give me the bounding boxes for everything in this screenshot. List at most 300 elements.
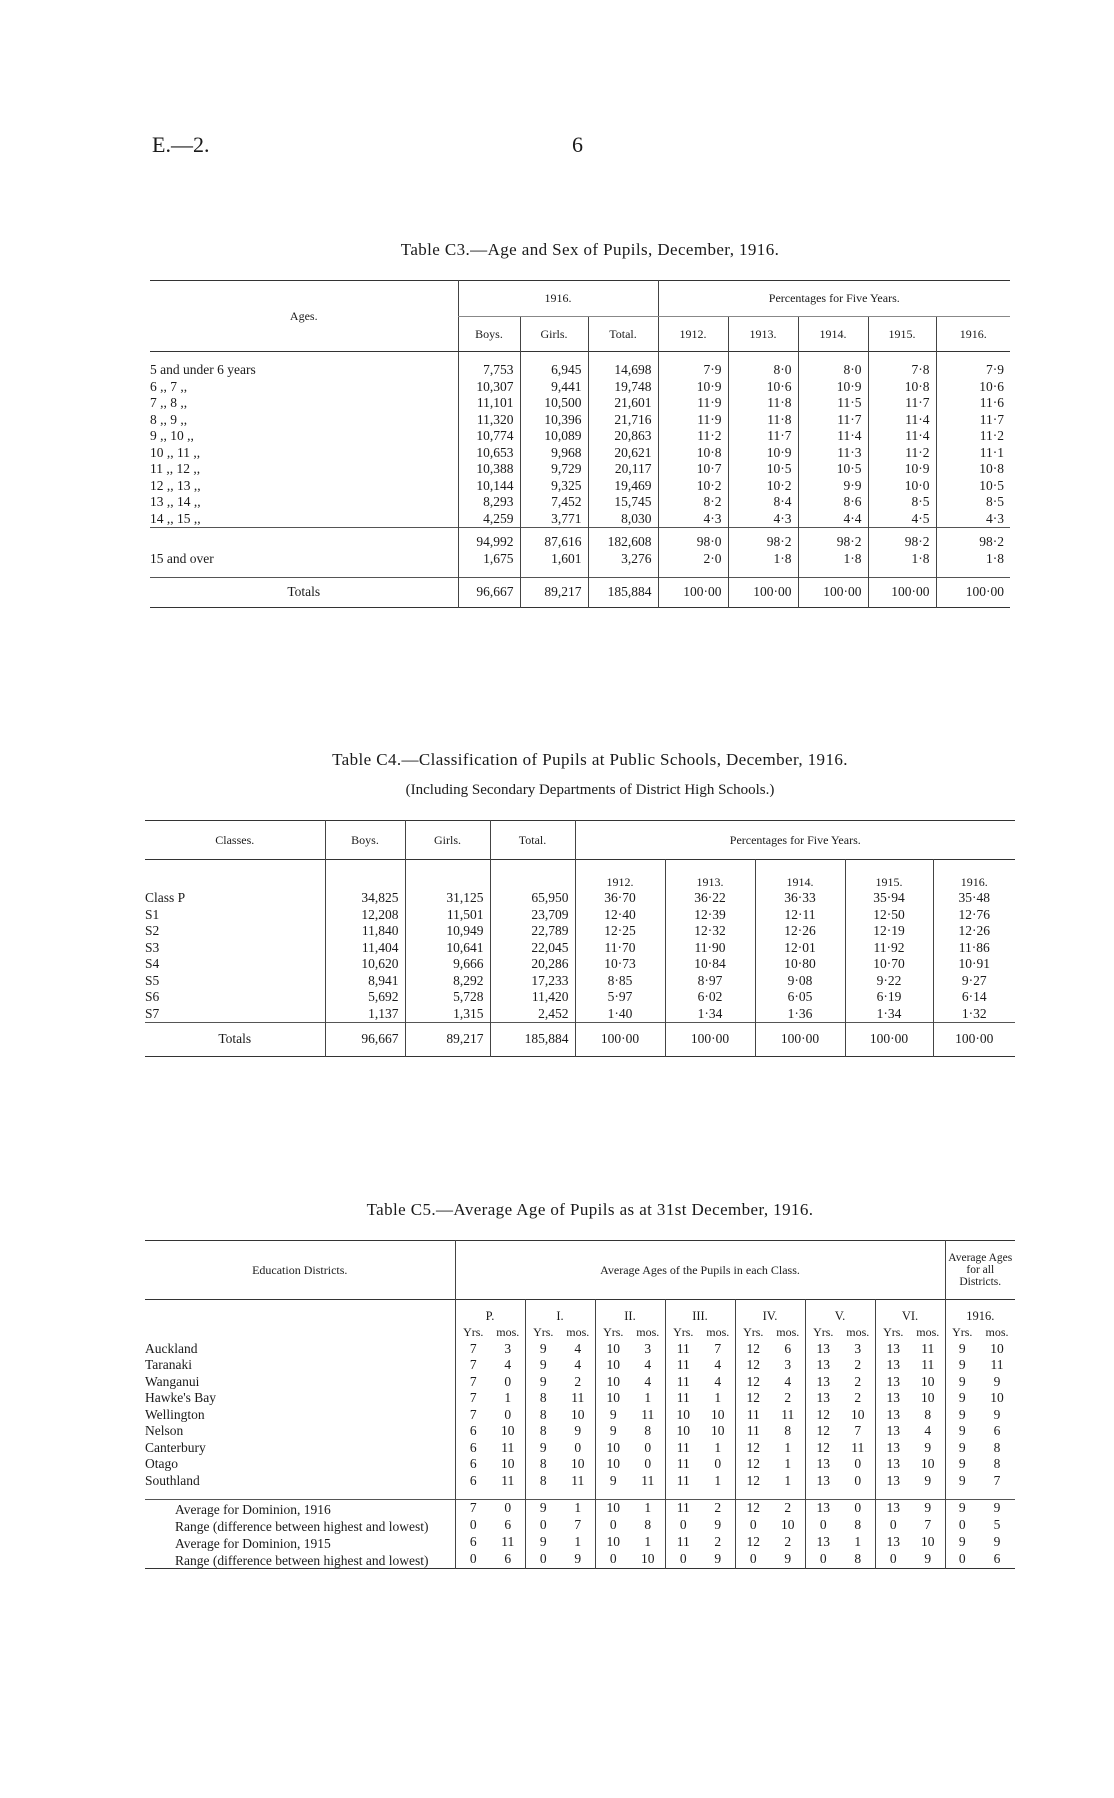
table-cell: 87,616 bbox=[520, 528, 588, 551]
table-cell: 10,144 bbox=[458, 478, 520, 495]
table-cell: 10 bbox=[595, 1374, 631, 1391]
table-cell: 12·32 bbox=[665, 923, 755, 940]
spacer-cell bbox=[588, 567, 658, 578]
table-cell: 11 bbox=[665, 1456, 701, 1473]
row-label: S2 bbox=[145, 923, 160, 938]
table-cell: 9 bbox=[525, 1440, 561, 1457]
c3-subhead: 1916. bbox=[936, 316, 1010, 352]
table-cell: 12 bbox=[735, 1534, 771, 1551]
table-cell: 11 bbox=[641, 1406, 655, 1422]
table-cell: 13 bbox=[875, 1390, 911, 1407]
table-cell: 10·70 bbox=[845, 956, 933, 973]
table-cell: 22,789 bbox=[490, 923, 575, 940]
table-cell: 0 bbox=[714, 1456, 722, 1471]
table-cell: 65,950 bbox=[490, 890, 575, 907]
row-label: 14 ,, 15 ,, bbox=[150, 510, 201, 526]
table-cell: 4 bbox=[644, 1357, 652, 1372]
table-cell: 11 bbox=[665, 1500, 701, 1518]
table-cell: 10·84 bbox=[665, 956, 755, 973]
table-cell: 9 bbox=[525, 1534, 561, 1551]
summary-row bbox=[145, 1534, 1015, 1551]
table-cell: 4·5 bbox=[868, 511, 936, 528]
table-cell: 8,941 bbox=[325, 973, 405, 990]
row-label: 8 ,, 9 ,, bbox=[150, 411, 188, 427]
table-cell: 9 bbox=[945, 1534, 979, 1551]
table-cell: 94,992 bbox=[458, 528, 520, 551]
table-cell: 8,292 bbox=[405, 973, 490, 990]
table-cell: 9 bbox=[945, 1357, 979, 1374]
spacer-cell bbox=[145, 860, 325, 891]
spacer-cell bbox=[735, 1489, 771, 1500]
table-cell: 11·9 bbox=[658, 395, 728, 412]
table-cell: 13 bbox=[875, 1456, 911, 1473]
table-cell: 1 bbox=[854, 1534, 862, 1549]
table-cell: 17,233 bbox=[490, 973, 575, 990]
table-cell: 12 bbox=[805, 1440, 841, 1457]
table-cell: 1 bbox=[714, 1390, 722, 1405]
table-cell: 8,293 bbox=[458, 494, 520, 511]
table-cell: 11 bbox=[665, 1390, 701, 1407]
table-row bbox=[150, 511, 1010, 528]
table-cell: 9 bbox=[945, 1341, 979, 1358]
table-cell: 1,675 bbox=[458, 551, 520, 568]
c3-head-ages: Ages. bbox=[150, 281, 458, 352]
table-cell: 8 bbox=[644, 1423, 652, 1438]
table-cell: 15,745 bbox=[588, 494, 658, 511]
table-cell: 12·39 bbox=[665, 907, 755, 924]
table-cell: 8·5 bbox=[868, 494, 936, 511]
table-cell: 12·19 bbox=[845, 923, 933, 940]
row-label: Range (difference between highest and lowest) bbox=[175, 1519, 429, 1534]
table-cell: 7 bbox=[455, 1341, 491, 1358]
c4-year-head: 1915. bbox=[845, 860, 933, 891]
c4-body bbox=[145, 890, 1015, 1056]
unit-years: Yrs. bbox=[875, 1324, 911, 1341]
table-cell: 13 bbox=[805, 1456, 841, 1473]
table-cell: 11 bbox=[851, 1439, 865, 1455]
table-cell: 0 bbox=[595, 1517, 631, 1534]
row-label: Nelson bbox=[145, 1423, 184, 1438]
spacer-cell bbox=[728, 352, 798, 363]
table-cell: 9,729 bbox=[520, 461, 588, 478]
table-cell: 11·7 bbox=[936, 412, 1010, 429]
table-cell: 89,217 bbox=[520, 578, 588, 608]
table-cell: 8 bbox=[644, 1517, 652, 1532]
table-row bbox=[145, 1456, 1015, 1473]
table-cell: 3 bbox=[504, 1340, 512, 1356]
table-row bbox=[150, 494, 1010, 511]
table-cell: 1 bbox=[784, 1439, 792, 1455]
c5-class-head: V. bbox=[805, 1300, 875, 1325]
table-cell: 10 bbox=[665, 1407, 701, 1424]
table-cell: 8·4 bbox=[728, 494, 798, 511]
unit-months: mos. bbox=[985, 1325, 1009, 1339]
table-cell: 13 bbox=[875, 1500, 911, 1518]
spacer-cell bbox=[458, 567, 520, 578]
c4-year-head: 1916. bbox=[933, 860, 1015, 891]
table-cell: 12·25 bbox=[575, 923, 665, 940]
spacer-cell bbox=[875, 1489, 911, 1500]
table-cell: 11 bbox=[665, 1440, 701, 1457]
c5-class-head: VI. bbox=[875, 1300, 945, 1325]
spacer-cell bbox=[771, 1489, 805, 1500]
table-cell: 6,945 bbox=[520, 362, 588, 379]
row-label: Range (difference between highest and lowest) bbox=[175, 1553, 429, 1568]
table-cell: 12 bbox=[735, 1440, 771, 1457]
table-cell: 100·00 bbox=[658, 578, 728, 608]
table-cell: 11·3 bbox=[798, 445, 868, 462]
table-c3 bbox=[150, 280, 1010, 608]
table-cell: 98·0 bbox=[658, 528, 728, 551]
table-cell: 11·92 bbox=[845, 940, 933, 957]
table-cell: 1,137 bbox=[325, 1006, 405, 1023]
c5-class-head: P. bbox=[455, 1300, 525, 1325]
table-cell: 12 bbox=[735, 1390, 771, 1407]
table-cell: 9 bbox=[924, 1500, 932, 1515]
spacer-cell bbox=[868, 352, 936, 363]
row-label: Hawke's Bay bbox=[145, 1390, 217, 1405]
table-cell: 10,653 bbox=[458, 445, 520, 462]
table-cell: 0 bbox=[945, 1517, 979, 1534]
table-cell: 11 bbox=[501, 1534, 515, 1549]
spacer-cell bbox=[665, 1489, 701, 1500]
table-cell: 9 bbox=[993, 1406, 1001, 1422]
summary-row bbox=[145, 1500, 1015, 1518]
table-cell: 11·5 bbox=[798, 395, 868, 412]
table-cell: 11·2 bbox=[658, 428, 728, 445]
table-cell: 7 bbox=[455, 1374, 491, 1391]
table-cell: 1,601 bbox=[520, 551, 588, 568]
table-cell: 12·01 bbox=[755, 940, 845, 957]
table-cell: 11·7 bbox=[868, 395, 936, 412]
table-cell: 0 bbox=[875, 1517, 911, 1534]
spacer-cell bbox=[520, 567, 588, 578]
table-cell: 11·9 bbox=[658, 412, 728, 429]
table-cell: 6 bbox=[504, 1517, 512, 1532]
row-label: Southland bbox=[145, 1472, 200, 1488]
table-cell: 13 bbox=[875, 1423, 911, 1440]
table-cell: 98·2 bbox=[868, 528, 936, 551]
table-cell: 100·00 bbox=[933, 1023, 1015, 1057]
table-cell: 12 bbox=[735, 1456, 771, 1473]
table-cell: 10,949 bbox=[405, 923, 490, 940]
table-cell: 0 bbox=[805, 1551, 841, 1569]
table-cell: 2,452 bbox=[490, 1006, 575, 1023]
table-cell: 7 bbox=[455, 1357, 491, 1374]
table-cell: 4 bbox=[784, 1373, 792, 1389]
table-cell: 10 bbox=[501, 1456, 515, 1471]
spacer-cell bbox=[595, 1489, 631, 1500]
table-cell: 12·26 bbox=[933, 923, 1015, 940]
spacer-row bbox=[150, 567, 1010, 578]
table-row bbox=[145, 973, 1015, 990]
table-cell: 4 bbox=[574, 1340, 582, 1356]
row-label: 6 ,, 7 ,, bbox=[150, 378, 188, 394]
table-row bbox=[150, 362, 1010, 379]
table-cell: 8·2 bbox=[658, 494, 728, 511]
table-cell: 7 bbox=[455, 1390, 491, 1407]
table-cell: 1·36 bbox=[755, 1006, 845, 1023]
unit-years: Yrs. bbox=[455, 1324, 491, 1341]
table-cell: 10 bbox=[990, 1390, 1004, 1405]
table-cell: 10 bbox=[571, 1406, 585, 1422]
spacer-cell bbox=[145, 1489, 455, 1500]
table-cell: 9 bbox=[945, 1500, 979, 1518]
table-cell: 12 bbox=[735, 1374, 771, 1391]
row-label: 5 and under 6 years bbox=[150, 362, 256, 377]
table-cell: 6·02 bbox=[665, 989, 755, 1006]
table-cell: 0 bbox=[735, 1551, 771, 1569]
table-row bbox=[150, 395, 1010, 412]
table-cell: 10 bbox=[921, 1456, 935, 1471]
table-cell: 0 bbox=[945, 1551, 979, 1569]
table-cell: 11 bbox=[665, 1341, 701, 1358]
table-cell: 10·7 bbox=[658, 461, 728, 478]
page-number: 6 bbox=[572, 132, 583, 157]
table-cell: 11 bbox=[990, 1357, 1004, 1372]
table-row bbox=[145, 923, 1015, 940]
unit-months: mos. bbox=[496, 1325, 520, 1339]
table-cell: 7 bbox=[924, 1517, 932, 1532]
subtotal-row bbox=[150, 528, 1010, 551]
table-cell: 5,728 bbox=[405, 989, 490, 1006]
table-row bbox=[150, 478, 1010, 495]
table-cell: 10·91 bbox=[933, 956, 1015, 973]
table-cell: 9 bbox=[924, 1551, 932, 1566]
table-cell: 19,748 bbox=[588, 379, 658, 396]
table-cell: 11 bbox=[571, 1390, 585, 1405]
table-cell: 2 bbox=[784, 1500, 792, 1515]
table-cell: 9 bbox=[525, 1500, 561, 1518]
table-cell: 11 bbox=[665, 1357, 701, 1374]
spacer-cell bbox=[945, 1489, 979, 1500]
table-cell: 1·32 bbox=[933, 1006, 1015, 1023]
table-cell: 21,716 bbox=[588, 412, 658, 429]
table-cell: 10·2 bbox=[658, 478, 728, 495]
table-cell: 7·9 bbox=[936, 362, 1010, 379]
table-cell: 0 bbox=[665, 1517, 701, 1534]
table-cell: 4 bbox=[714, 1357, 722, 1372]
table-cell: 9 bbox=[945, 1374, 979, 1391]
table-cell: 96,667 bbox=[325, 1023, 405, 1057]
spacer-cell bbox=[145, 1300, 455, 1325]
table-cell: 0 bbox=[504, 1373, 512, 1389]
table-cell: 10 bbox=[595, 1534, 631, 1551]
table-cell: 10·5 bbox=[936, 478, 1010, 495]
c5-class-head: III. bbox=[665, 1300, 735, 1325]
table-cell: 9 bbox=[574, 1551, 582, 1566]
table-cell: 8 bbox=[525, 1473, 561, 1490]
table-cell: 10·80 bbox=[755, 956, 845, 973]
spacer-cell bbox=[841, 1489, 875, 1500]
table-cell: 8 bbox=[784, 1423, 792, 1438]
table-cell: 100·00 bbox=[728, 578, 798, 608]
table-row bbox=[150, 551, 1010, 568]
c5-class-head: IV. bbox=[735, 1300, 805, 1325]
table-cell: 10 bbox=[711, 1406, 725, 1422]
table-cell: 0 bbox=[644, 1439, 652, 1455]
table-row bbox=[145, 1374, 1015, 1391]
unit-months: mos. bbox=[776, 1325, 800, 1339]
spacer-cell bbox=[936, 567, 1010, 578]
table-cell: 1·40 bbox=[575, 1006, 665, 1023]
table-cell: 2 bbox=[714, 1500, 722, 1515]
table-cell: 0 bbox=[574, 1439, 582, 1455]
table-row bbox=[145, 1390, 1015, 1407]
table-row bbox=[150, 445, 1010, 462]
table-cell: 11·2 bbox=[868, 445, 936, 462]
table-cell: 35·94 bbox=[845, 890, 933, 907]
table-cell: 13 bbox=[875, 1534, 911, 1551]
table-cell: 13 bbox=[875, 1407, 911, 1424]
totals-row bbox=[145, 1023, 1015, 1057]
row-label bbox=[150, 528, 458, 551]
table-cell: 4 bbox=[504, 1357, 512, 1372]
spacer-cell bbox=[798, 567, 868, 578]
table-cell: 1,315 bbox=[405, 1006, 490, 1023]
table-row bbox=[145, 1473, 1015, 1490]
table-cell: 10·2 bbox=[728, 478, 798, 495]
table-cell: 11·70 bbox=[575, 940, 665, 957]
table-row bbox=[150, 412, 1010, 429]
c4-year-head: 1913. bbox=[665, 860, 755, 891]
spacer-cell bbox=[868, 567, 936, 578]
table-cell: 185,884 bbox=[490, 1023, 575, 1057]
table-cell: 0 bbox=[854, 1456, 862, 1471]
table-cell: 11·7 bbox=[728, 428, 798, 445]
table-cell: 2 bbox=[854, 1390, 862, 1405]
table-cell: 20,863 bbox=[588, 428, 658, 445]
table-cell: 11·2 bbox=[936, 428, 1010, 445]
table-cell: 9·22 bbox=[845, 973, 933, 990]
table-cell: 2·0 bbox=[658, 551, 728, 568]
table-cell: 0 bbox=[644, 1456, 652, 1471]
table-cell: 8 bbox=[525, 1390, 561, 1407]
c3-subhead: 1912. bbox=[658, 316, 728, 352]
table-cell: 6 bbox=[993, 1551, 1001, 1566]
table-cell: 34,825 bbox=[325, 890, 405, 907]
spacer-cell bbox=[701, 1489, 735, 1500]
table-cell: 35·48 bbox=[933, 890, 1015, 907]
spacer-cell bbox=[911, 1489, 945, 1500]
row-label: Wanganui bbox=[145, 1373, 200, 1389]
table-cell: 11,420 bbox=[490, 989, 575, 1006]
table-cell: 10,396 bbox=[520, 412, 588, 429]
table-cell: 31,125 bbox=[405, 890, 490, 907]
table-cell: 9 bbox=[784, 1551, 792, 1566]
row-label: 11 ,, 12 ,, bbox=[150, 461, 201, 476]
table-cell: 9 bbox=[574, 1423, 582, 1438]
table-cell: 4,259 bbox=[458, 511, 520, 528]
table-cell: 10,388 bbox=[458, 461, 520, 478]
row-label: Auckland bbox=[145, 1340, 198, 1356]
table-cell: 2 bbox=[854, 1373, 862, 1389]
table-row bbox=[145, 907, 1015, 924]
table-cell: 13 bbox=[875, 1440, 911, 1457]
table-cell: 9 bbox=[945, 1440, 979, 1457]
table-cell: 0 bbox=[735, 1517, 771, 1534]
table-cell: 10 bbox=[781, 1517, 795, 1532]
row-label: Wellington bbox=[145, 1406, 205, 1422]
c5-classes-row bbox=[145, 1300, 1015, 1325]
table-cell: 4·3 bbox=[936, 511, 1010, 528]
table-cell: 8 bbox=[854, 1517, 862, 1532]
table-cell: 11 bbox=[641, 1472, 655, 1488]
c3-subhead: 1913. bbox=[728, 316, 798, 352]
row-label: 10 ,, 11 ,, bbox=[150, 444, 201, 460]
table-cell: 8·0 bbox=[798, 362, 868, 379]
table-cell: 11 bbox=[501, 1439, 515, 1455]
row-label: 7 ,, 8 ,, bbox=[150, 395, 188, 410]
table-cell: 22,045 bbox=[490, 940, 575, 957]
table-cell: 6·14 bbox=[933, 989, 1015, 1006]
table-cell: 98·2 bbox=[798, 528, 868, 551]
table-cell: 100·00 bbox=[798, 578, 868, 608]
table-cell: 13 bbox=[805, 1473, 841, 1490]
table-cell: 10,307 bbox=[458, 379, 520, 396]
table-cell: 36·70 bbox=[575, 890, 665, 907]
table-cell: 11,404 bbox=[325, 940, 405, 957]
c5-class-head: I. bbox=[525, 1300, 595, 1325]
table-cell: 14,698 bbox=[588, 362, 658, 379]
table-cell: 13 bbox=[805, 1357, 841, 1374]
table-cell: 36·22 bbox=[665, 890, 755, 907]
table-cell: 0 bbox=[525, 1551, 561, 1569]
table-cell: 6 bbox=[504, 1551, 512, 1566]
table-row bbox=[150, 461, 1010, 478]
table-cell: 12·40 bbox=[575, 907, 665, 924]
table-cell: 9·9 bbox=[798, 478, 868, 495]
spacer-cell bbox=[458, 352, 520, 363]
table-cell: 0 bbox=[504, 1500, 512, 1515]
row-label: 15 and over bbox=[150, 550, 214, 566]
table-cell: 1·8 bbox=[868, 551, 936, 568]
table-cell: 6 bbox=[455, 1534, 491, 1551]
row-label: Canterbury bbox=[145, 1439, 206, 1455]
table-row bbox=[150, 428, 1010, 445]
table-cell: 8·85 bbox=[575, 973, 665, 990]
table-cell: 185,884 bbox=[588, 578, 658, 608]
spacer-cell bbox=[405, 860, 490, 891]
table-cell: 1 bbox=[784, 1456, 792, 1471]
table-cell: 9 bbox=[595, 1423, 631, 1440]
table-cell: 1 bbox=[784, 1472, 792, 1488]
row-label: Otago bbox=[145, 1456, 178, 1471]
table-cell: 23,709 bbox=[490, 907, 575, 924]
table-cell: 6 bbox=[993, 1423, 1001, 1438]
table-cell: 11 bbox=[921, 1340, 935, 1356]
spacer-cell bbox=[728, 567, 798, 578]
table-cell: 10·8 bbox=[658, 445, 728, 462]
row-label: Totals bbox=[287, 584, 321, 599]
table-cell: 8 bbox=[525, 1456, 561, 1473]
table-cell: 12 bbox=[735, 1500, 771, 1518]
row-label: S6 bbox=[145, 989, 160, 1004]
table-cell: 9 bbox=[993, 1373, 1001, 1389]
c5-class-head: 1916. bbox=[945, 1300, 1015, 1325]
table-cell: 11·8 bbox=[728, 412, 798, 429]
c5-units-row bbox=[145, 1324, 1015, 1341]
table-cell: 1 bbox=[644, 1534, 652, 1549]
c4-year-head: 1912. bbox=[575, 860, 665, 891]
row-label: Class P bbox=[145, 890, 186, 905]
table-cell: 12·76 bbox=[933, 907, 1015, 924]
table-cell: 9·08 bbox=[755, 973, 845, 990]
table-c3-title: Table C3.—Age and Sex of Pupils, December, 1916. bbox=[400, 240, 780, 259]
table-cell: 4 bbox=[644, 1373, 652, 1389]
table-cell: 2 bbox=[574, 1373, 582, 1389]
table-cell: 20,117 bbox=[588, 461, 658, 478]
